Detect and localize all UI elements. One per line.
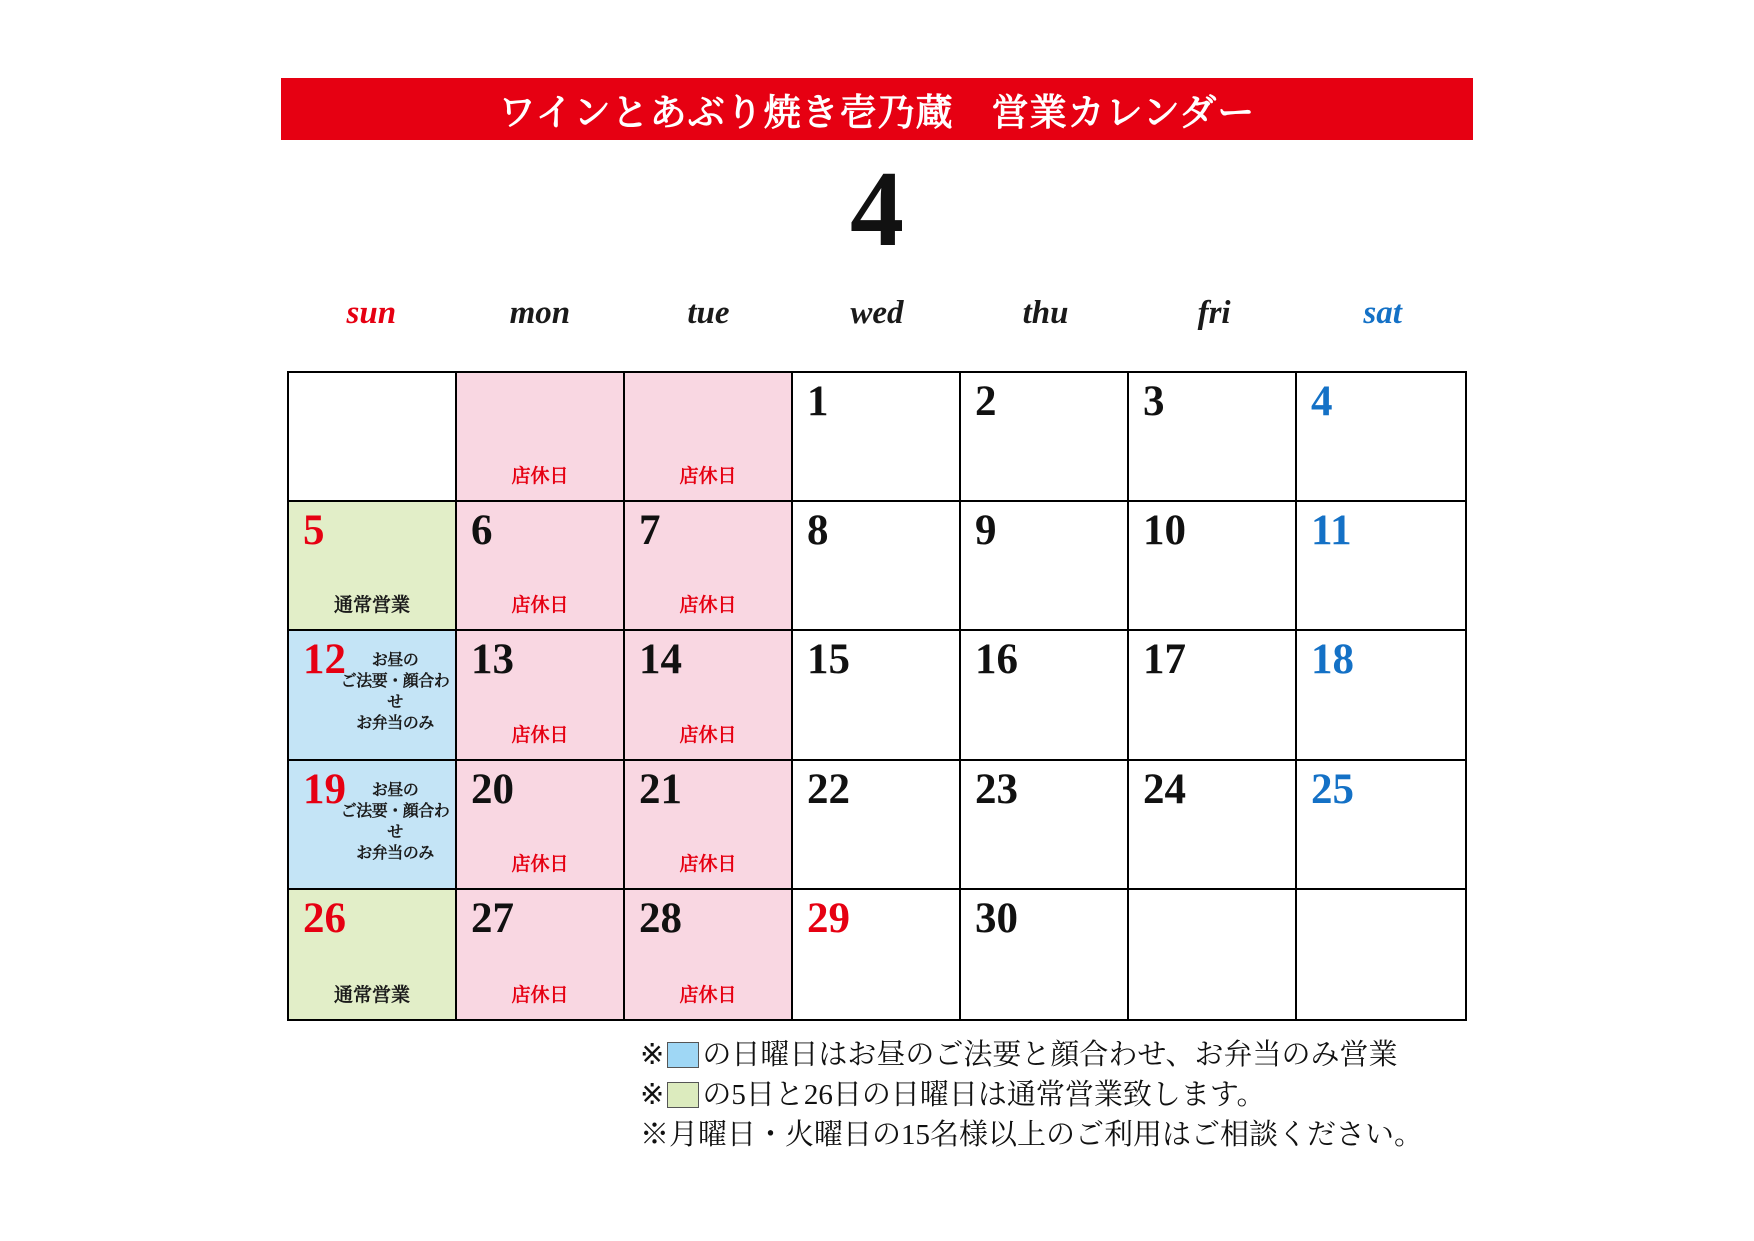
day-note: 店休日 [511,852,569,875]
day-number: 30 [975,894,1018,942]
day-number: 25 [1311,765,1354,813]
weekday-fri: fri [1197,295,1231,331]
footer-notes [640,1035,1740,1155]
day-number: 12 [303,636,346,684]
day-number: 4 [1311,378,1333,425]
day-number: 27 [471,894,514,942]
day-number: 15 [807,636,850,684]
calendar-cell-20 [457,761,625,890]
calendar-cell-28 [625,890,793,1019]
calendar-cell-26 [289,890,457,1019]
calendar-cell-empty [625,373,793,502]
day-note: 店休日 [679,594,737,617]
day-note: 通常営業 [333,594,410,617]
day-number: 8 [807,507,829,555]
calendar-cell-14 [625,631,793,760]
footer-note-1-prefix: ※ [640,1039,665,1071]
day-note: 店休日 [679,723,737,746]
calendar-cell-6 [457,502,625,631]
calendar-cell-empty [457,373,625,502]
legend-swatch-normal-open [667,1082,699,1108]
calendar-cell-23 [961,761,1129,890]
calendar-cell-4 [1297,373,1465,502]
calendar-cell-21 [625,761,793,890]
calendar-cell-15 [793,631,961,760]
footer-note-3 [640,1115,1740,1155]
day-note: 店休日 [679,465,737,488]
weekday-tue: tue [687,295,730,331]
calendar-cell-30 [961,890,1129,1019]
day-number: 10 [1143,507,1186,555]
legend-swatch-lunch-only [667,1042,699,1068]
calendar-cell-5 [289,502,457,631]
day-number: 14 [639,636,682,684]
calendar-cell-11 [1297,502,1465,631]
calendar-cell-10 [1129,502,1297,631]
month-number: 4 [850,150,904,269]
day-number: 11 [1311,507,1352,555]
calendar-cell-22 [793,761,961,890]
calendar-cell-12 [289,631,457,760]
day-number: 20 [471,765,514,813]
calendar-cell-17 [1129,631,1297,760]
day-number: 26 [303,894,346,942]
calendar-cell-8 [793,502,961,631]
calendar-cell-16 [961,631,1129,760]
calendar-cell-27 [457,890,625,1019]
day-number: 3 [1143,378,1165,425]
weekday-sun: sun [346,295,397,331]
day-note-detail: お昼の ご法要・顔合わせ お弁当のみ [340,650,450,733]
calendar-cell-1 [793,373,961,502]
day-note-detail: お昼の ご法要・顔合わせ お弁当のみ [340,779,450,862]
footer-note-1 [640,1035,1740,1075]
calendar-cell-7 [625,502,793,631]
calendar-cell-24 [1129,761,1297,890]
day-number: 5 [303,507,325,555]
calendar-cell-19 [289,761,457,890]
calendar-cell-25 [1297,761,1465,890]
weekday-mon: mon [509,295,571,331]
footer-note-3-text: ※月曜日・火曜日の15名様以上のご利用はご相談ください。 [640,1119,1424,1151]
day-number: 22 [807,765,850,813]
calendar-cell-9 [961,502,1129,631]
day-note: 店休日 [511,594,569,617]
calendar-cell-3 [1129,373,1297,502]
day-note: 店休日 [679,983,737,1006]
calendar-cell-2 [961,373,1129,502]
day-number: 6 [471,507,493,555]
day-number: 7 [639,507,661,555]
day-number: 2 [975,378,997,425]
calendar-grid [287,371,1467,1021]
day-number: 28 [639,894,682,942]
day-note: 店休日 [679,852,737,875]
day-note: 店休日 [511,465,569,488]
weekday-sat: sat [1363,295,1402,331]
day-note: 店休日 [511,983,569,1006]
day-number: 9 [975,507,997,555]
day-number: 13 [471,636,514,684]
day-number: 16 [975,636,1018,684]
day-note: 店休日 [511,723,569,746]
calendar-cell-29 [793,890,961,1019]
day-number: 21 [639,765,682,813]
weekday-thu: thu [1022,295,1069,331]
day-number: 1 [807,378,829,425]
calendar-cell-empty [1129,890,1297,1019]
day-number: 18 [1311,636,1354,684]
day-number: 19 [303,765,346,813]
calendar-cell-18 [1297,631,1465,760]
weekday-header [287,295,1467,332]
day-number: 17 [1143,636,1186,684]
calendar-cell-empty [1297,890,1465,1019]
calendar-cell-empty [289,373,457,502]
day-note: 通常営業 [333,983,410,1006]
day-number: 23 [975,765,1018,813]
footer-note-2-prefix: ※ [640,1079,665,1111]
footer-note-2 [640,1075,1740,1115]
banner-title: ワインとあぶり焼き壱乃蔵 営業カレンダー [498,91,1256,134]
weekday-wed: wed [850,295,904,331]
day-number: 24 [1143,765,1186,813]
footer-note-2-text: の5日と26日の日曜日は通常営業致します。 [702,1079,1266,1111]
calendar-cell-13 [457,631,625,760]
day-number: 29 [807,894,850,942]
footer-note-1-text: の日曜日はお昼のご法要と顔合わせ、お弁当のみ営業 [702,1039,1398,1071]
title-banner [281,78,1473,140]
